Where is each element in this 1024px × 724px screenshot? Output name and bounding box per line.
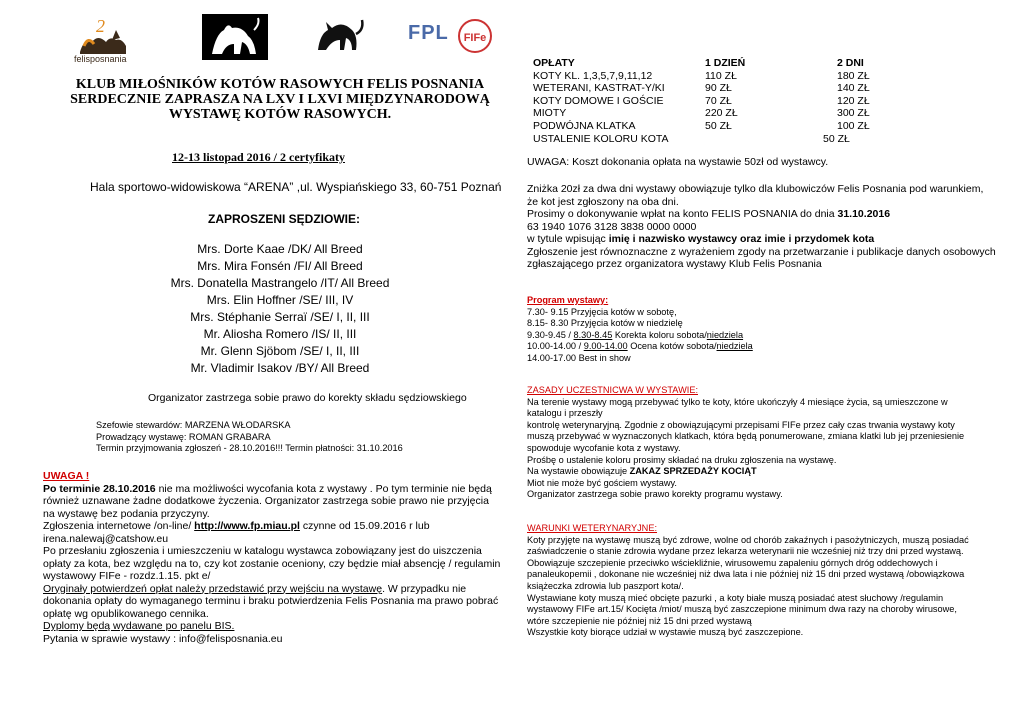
color-fee-row [533,133,897,146]
fees-header-row [533,57,897,70]
black-cat-icon [202,14,268,60]
fpl-logo-text: FPL [408,22,449,44]
table-row: MIOTY 220 ZŁ 300 ZŁ [533,107,870,120]
vet-heading: WARUNKI WETERYNARYJNE: [527,523,658,533]
table-row: WETERANI, KASTRAT-Y/KI 90 ZŁ 140 ZŁ [533,82,870,95]
judge-item: Mrs. Donatella Mastrangelo /IT/ All Breed [170,276,390,290]
uwaga-online-paragraph: Zgłoszenia internetowe /on-line/ http://www.fp.miau.pl czynne od 15.09.2016 r lub irena.nalewaj@catshow.eu [43,520,430,545]
judges-heading: ZAPROSZENI SĘDZIOWIE: [208,212,361,226]
table-row: KOTY KL. 1,3,5,7,9,11,12 110 ZŁ 180 ZŁ [533,69,870,82]
staff-line: Szefowie stewardów: MARZENA WŁODARSKA [96,420,291,430]
judge-item: Mr. Vladimir Isakov /BY/ All Breed [190,361,370,375]
svg-text:FIFe: FIFe [463,32,487,44]
registration-link[interactable]: http://www.fp.miau.pl [194,520,300,532]
fees-table-wrap [533,57,897,146]
bank-account: 63 1940 1076 3128 3838 0000 0000 [527,220,697,233]
fife-emblem-icon [457,18,493,54]
rules-section: ZASADY UCZESTNICWA W WYSTAWIE: Na terenie wystawy mogą przebywać tylko te koty, które ukończyły 4 miesiące życia, są umieszczone w katalogu i przeszły kontrolę weterynaryjną. Zgodnie z obowiązującymi przepisami FIFe przez cały czas trwania wystawy koty muszą przebywać w wyznaczonych klatkach, która będą ponumerowane, zmiana klatki lub jej przeniesienie spowoduje wycofanie kota z wystawy. Prośbę o ustalenie koloru prosimy składać na druku zgłoszenia na wystawę. Na wystawie obowiązuje ZAKAZ SPRZEDAŻY KOCIĄT Miot nie może być gościem wystawy. Organizator zastrzega sobie prawo korekty programu wystawy. [527,385,972,501]
title-line-1: KLUB MIŁOŚNIKÓW KOTÓW RASOWYCH FELIS POSNANIA [75,77,485,92]
judge-item: Mrs. Elin Hoffner /SE/ III, IV [206,293,354,307]
fees-note: UWAGA: Koszt dokonania opłata na wystawie 50zł od wystawcy. [527,156,829,168]
judge-item: Mr. Glenn Sjöbom /SE/ I, II, III [200,344,360,358]
cat-logo-icon [72,16,136,64]
judges-list [130,241,430,377]
arched-cat-logo [312,16,366,56]
fees-header: OPŁATY [533,57,575,69]
color-fee-label: USTALENIE KOLORU KOTA [533,132,669,145]
event-date: 12-13 listopad 2016 / 2 certyfikaty [172,150,345,164]
fees-header: 2 DNI [837,57,864,69]
judges-note: Organizator zastrzega sobie prawo do korekty składu sędziowskiego [148,392,467,404]
black-cat-square-logo [202,14,268,60]
felis-posnania-logo [72,16,136,64]
title-line-2: SERDECZNIE ZAPRASZA NA LXV I LXVI MIĘDZYNARODOWĄ [70,92,490,107]
staff-line: Prowadzący wystawę: ROMAN GRABARA [96,431,271,442]
fees-header: 1 DZIEŃ [705,57,746,69]
uwaga-paragraph: Dyplomy będą wydawane po panelu BIS. [43,620,235,632]
uwaga-paragraph: Oryginały potwierdzeń opłat należy przedstawić przy wejściu na wystawę. W przypadku nie dokonania opłaty do wymaganego terminu i braku potwierdzenia Felis Posnania ma prawo pobrać opłatę wg opublikowanego cennika. [43,582,499,620]
judge-item: Mrs. Stéphanie Serraï /SE/ I, II, III [190,310,370,324]
arched-cat-icon [312,16,366,56]
program-heading: Program wystawy: [527,295,609,305]
staff-info [96,420,403,455]
uwaga-paragraph: Po terminie 28.10.2016 nie ma możliwości wycofania kota z wystawy . Po tym terminie nie będą również uznawane żadne dodatkowe życzenia. Organizator zastrzega sobie prawo nie przyjęcia na wystawę bez podania przyczyny. [43,482,492,520]
page-title [40,77,520,122]
svg-text:2: 2 [96,16,105,36]
uwaga-section [43,470,501,645]
judge-item: Mrs. Mira Fonsén /FI/ All Breed [197,259,363,273]
program-section: Program wystawy: 7.30- 9.15 Przyjęcia kotów w sobotę, 8.15- 8.30 Przyjęcia kotów w niedzielę 9.30-9.45 / 8.30-8.45 Korekta koloru sobota/niedziela 10.00-14.00 / 9.00-14.00 Ocena kotów sobota/niedziela 14.00-17.00 Best in show [527,295,927,365]
discount-section: Zniżka 20zł za dwa dni wystawy obowiązuje tylko dla klubowiczów Felis Posnania pod warunkiem, że kot jest zgłoszony na oba dni. Prosimy o dokonywanie wpłat na konto FELIS POSNANIA do dnia 31.10.2016 63 1940 1076 3128 3838 0000 0000 w tytule wpisując imię i nazwisko wystawcy oraz imie i przydomek kota Zgłoszenie jest równoznaczne z wyrażeniem zgody na przetwarzanie i publikacje danych osobowych zgłaszającego przez organizatora wystawy Klub Felis Posnania [527,183,996,270]
color-fee-value: 50 ZŁ [823,132,850,145]
uwaga-paragraph: Po przesłaniu zgłoszenia i umieszczeniu w katalogu wystawca zobowiązany jest do uiszczenia opłaty za kota, bez względu na to, czy kot zostanie oceniony, czy będzie miał absencję / regulamin wystawowy FIFe - rozdz.1.15. pkt e/ [43,545,501,582]
staff-line: Termin przyjmowania zgłoszeń - 28.10.2016!!! Termin płatności: 31.10.2016 [96,443,403,454]
table-row: KOTY DOMOWE I GOŚCIE 70 ZŁ 120 ZŁ [533,94,870,107]
uwaga-contact: Pytania w sprawie wystawy : info@felisposnania.eu [43,632,283,645]
uwaga-heading: UWAGA ! [43,470,90,482]
rules-heading: ZASADY UCZESTNICWA W WYSTAWIE: [527,385,698,395]
judge-item: Mr. Aliosha Romero /IS/ II, III [203,327,357,341]
fife-logo [457,18,493,54]
venue-address: Hala sportowo-widowiskowa “ARENA” ,ul. Wyspiańskiego 33, 60-751 Poznań [90,180,502,194]
judge-item: Mrs. Dorte Kaae /DK/ All Breed [197,242,363,256]
felis-logo-text: felisposnania [74,54,127,64]
table-row: PODWÓJNA KLATKA 50 ZŁ 100 ZŁ [533,119,870,132]
fees-table [533,57,897,133]
vet-section: WARUNKI WETERYNARYJNE: Koty przyjęte na wystawę muszą być zdrowe, wolne od chorób zakaźnych i pasożytniczych, muszą posiadać zaświadczenie o stanie zdrowia wydane przez lekarza weterynarii nie wcześniej niż trzy dni przed wystawą. Obowiązuje szczepienie przeciwko wściekliźnie, wirusowemu zapaleniu górnych dróg oddechowych i panaleukopemii , dokonane nie wcześniej niż dwa lata i nie później niż 15 dni przed wystawą /obowiązkowa książeczka zdrowia lub paszport kota/. Wystawiane koty muszą mieć obcięte pazurki , a koty białe muszą posiadać atest słuchowy /regulamin wystawowy FIFe art.15/ Kocięta /miot/ muszą być zaszczepione minimum dwa razy na choroby wirusowe, wtóre szczepienie nie później niż 15 dni przed wystawą Wszystkie koty biorące udział w wystawie muszą być zaszczepione. [527,523,977,639]
fpl-logo [408,22,456,46]
title-line-3: WYSTAWĘ KOTÓW RASOWYCH. [168,107,392,122]
